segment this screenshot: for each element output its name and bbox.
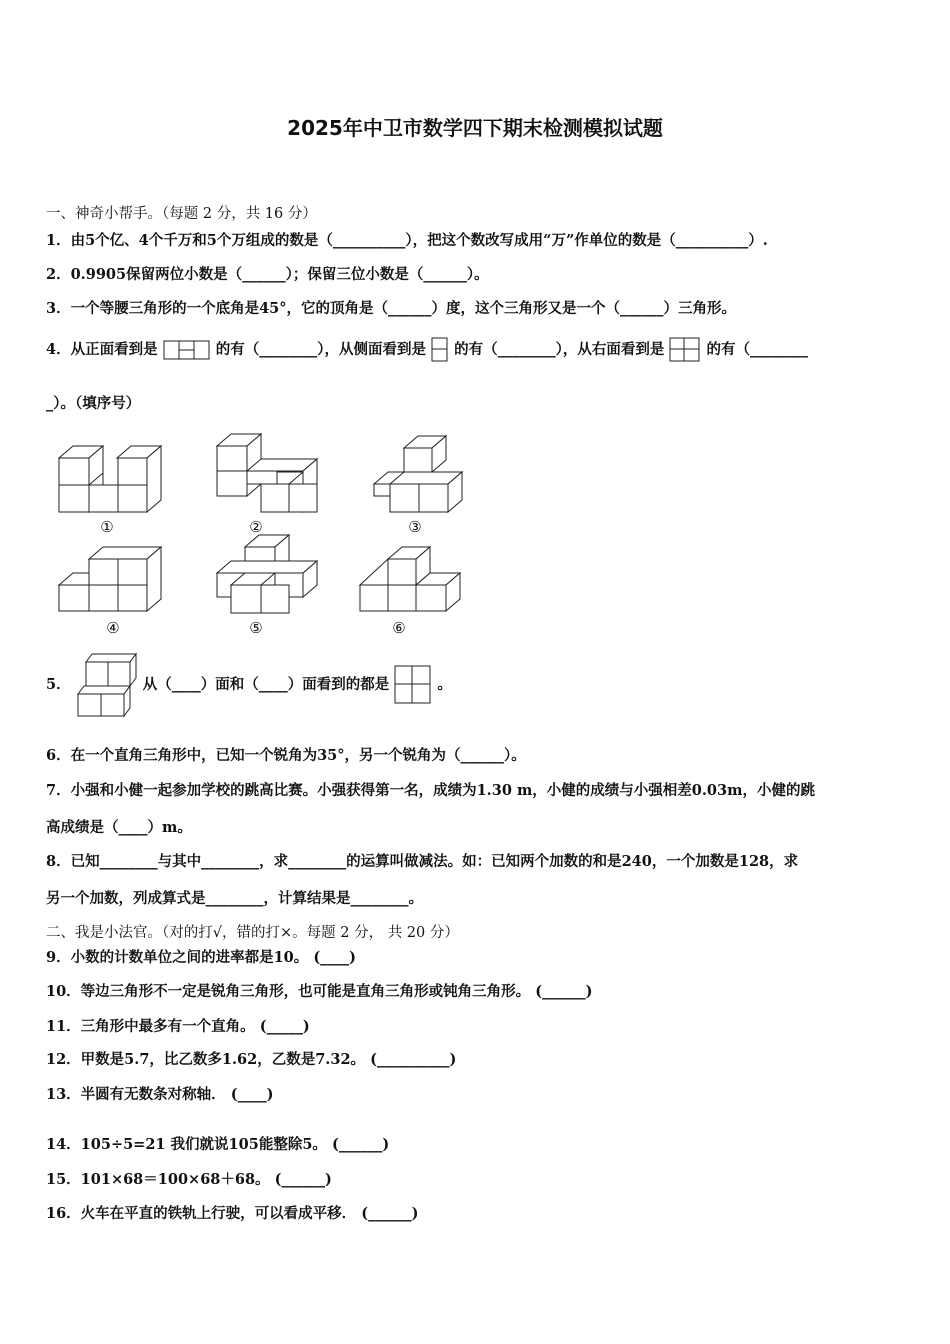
cube-figure-1 (55, 438, 163, 514)
q5-part2: 从（____）面和（____）面看到的都是 (142, 676, 390, 693)
cube-figure-3 (372, 432, 466, 514)
question-1: 1．由5个亿、4个千万和5个万组成的数是（__________），把这个数改写成用“万”作单位的数是（__________）. (46, 232, 768, 249)
figure-label-6: ⑥ (392, 619, 406, 637)
question-4-cont: _）。（填序号） (46, 395, 141, 412)
front-view-icon (163, 340, 211, 360)
page-title: 2025年中卫市数学四下期末检测模拟试题 (287, 116, 663, 140)
right-view-icon (669, 337, 701, 363)
question-5 (46, 652, 452, 718)
figure-label-2: ② (249, 518, 263, 536)
question-2: 2．0.9905保留两位小数是（______）；保留三位小数是（______）。 (46, 266, 489, 283)
section-1-heading: 一、神奇小帮手。（每题 2 分，共 16 分） (46, 206, 317, 222)
question-7: 7．小强和小健一起参加学校的跳高比赛。小强获得第一名，成绩为1.30 m，小健的成绩与小强相差0.03m，小健的跳 (46, 782, 815, 799)
side-view-icon (431, 337, 449, 363)
figure-label-5: ⑤ (249, 619, 263, 637)
q4-part4: 的有（________ (706, 341, 808, 358)
section-2-heading: 二、我是小法官。（对的打√，错的打×。每题 2 分， 共 20 分） (46, 925, 459, 941)
figure-label-4: ④ (106, 619, 120, 637)
cube-figure-5 (213, 533, 321, 615)
cube-figure-2 (213, 432, 321, 514)
question-16: 16．火车在平直的铁轨上行驶，可以看成平移． (______) (46, 1205, 419, 1222)
cube-stack-icon (76, 652, 138, 718)
cube-figure-4 (55, 545, 163, 615)
cube-figure-6 (358, 545, 466, 615)
question-10: 10．等边三角形不一定是锐角三角形，也可能是直角三角形或钝角三角形。 (______) (46, 983, 593, 1000)
q4-part3: 的有（________），从右面看到是 (454, 341, 665, 358)
view-grid-icon (394, 665, 432, 705)
q5-part1: 5． (46, 676, 71, 693)
question-8: 8．已知________与其中________，求________的运算叫做减法。如：已知两个加数的和是240，一个加数是128，求 (46, 853, 799, 870)
question-12: 12．甲数是5.7，比乙数多1.62，乙数是7.32。 (__________) (46, 1051, 457, 1068)
question-8-cont: 另一个加数，列成算式是________，计算结果是________。 (46, 890, 423, 907)
q4-part1: 4．从正面看到是 (46, 341, 158, 358)
question-3: 3．一个等腰三角形的一个底角是45°，它的顶角是（______）度，这个三角形又是一个（______）三角形。 (46, 300, 737, 317)
question-6: 6．在一个直角三角形中，已知一个锐角为35°，另一个锐角为（______）。 (46, 747, 526, 764)
figure-label-3: ③ (408, 518, 422, 536)
question-15: 15．101×68＝100×68＋68。 (______) (46, 1171, 332, 1188)
question-7-cont: 高成绩是（____）m。 (46, 819, 192, 836)
q4-part2: 的有（________），从侧面看到是 (215, 341, 426, 358)
question-4 (46, 337, 808, 363)
question-13: 13．半圆有无数条对称轴． (____) (46, 1086, 274, 1103)
question-11: 11．三角形中最多有一个直角。 (_____) (46, 1018, 310, 1035)
figure-label-1: ① (100, 518, 114, 536)
question-9: 9．小数的计数单位之间的进率都是10。 (____) (46, 949, 357, 966)
q5-part3: 。 (437, 676, 452, 693)
question-14: 14．105÷5=21 我们就说105能整除5。 (______) (46, 1136, 390, 1153)
